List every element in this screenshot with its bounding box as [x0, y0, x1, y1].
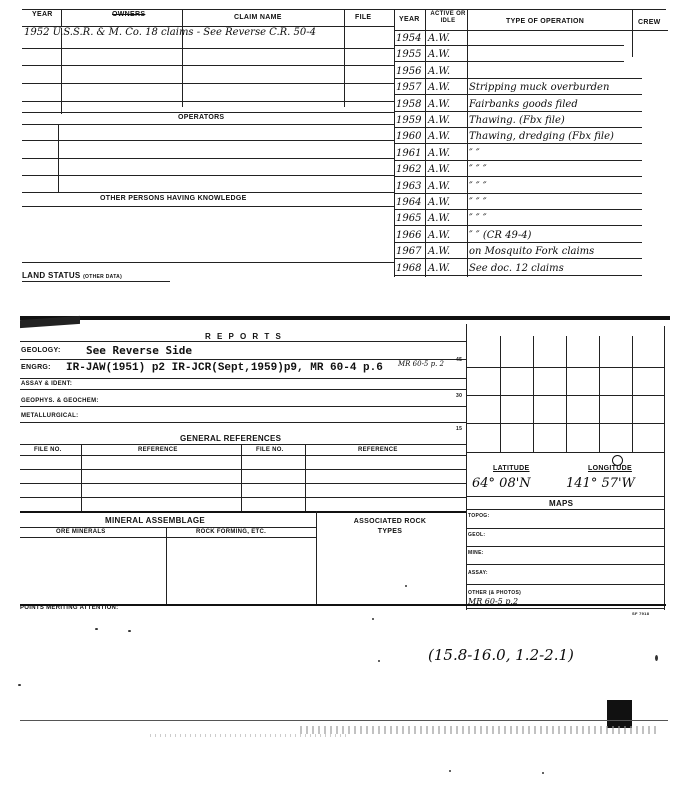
activity-row-line [394, 45, 624, 46]
mine-label: MINE: [468, 550, 484, 556]
activity-row-line [394, 127, 642, 128]
margin-num-15: 15 [456, 426, 463, 432]
speck [128, 630, 131, 632]
engrg-value: IR-JAW(1951) p2 IR-JCR(Sept,1959)p9, MR 60-4 p.6 [66, 362, 383, 374]
header-divider-right [394, 30, 668, 31]
engrg-note: MR 60-5 p. 2 [398, 360, 444, 368]
general-refs-title: GENERAL REFERENCES [180, 434, 282, 443]
longitude-value: 141° 57'W [566, 476, 635, 491]
activity-operation: Fairbanks goods filed [469, 99, 578, 110]
row-line [22, 101, 394, 102]
row-line [466, 564, 664, 565]
grid-h [466, 395, 664, 396]
row-line [20, 378, 466, 379]
row-line [22, 175, 394, 176]
operators-label: OPERATORS [178, 114, 225, 121]
activity-row-line [394, 193, 642, 194]
activity-operation: ″ ″ ″ [469, 181, 487, 192]
activity-year: 1960 [396, 131, 422, 142]
activity-status: A.W. [428, 66, 451, 77]
row-line [22, 112, 394, 113]
row-line [20, 511, 466, 513]
grid-v [533, 336, 534, 452]
row-line [22, 158, 394, 159]
land-status-sub: (OTHER DATA) [83, 274, 123, 280]
activity-year: 1955 [396, 49, 422, 60]
activity-row-line [394, 111, 642, 112]
scan-noise-band-2 [150, 734, 350, 737]
row-line [20, 537, 316, 538]
activity-year: 1958 [396, 99, 422, 110]
activity-status: A.W. [428, 148, 451, 159]
margin-num-30: 30 [456, 393, 463, 399]
activity-operation: ″ ″ ″ [469, 164, 487, 175]
other-photos-value: MR 60-5 p.2 [468, 597, 519, 606]
row-line [20, 497, 466, 498]
latitude-value: 64° 08'N [472, 476, 531, 491]
row-line [466, 608, 664, 609]
row-line [466, 528, 664, 529]
row-line [22, 65, 394, 66]
row-line [20, 469, 466, 470]
activity-status: A.W. [428, 181, 451, 192]
row-line [22, 262, 394, 263]
activity-row-line [394, 258, 642, 259]
activity-status: A.W. [428, 230, 451, 241]
mineral-title: MINERAL ASSEMBLAGE [105, 516, 206, 525]
col-reference: REFERENCE [138, 447, 178, 453]
activity-operation: ″ ″ [469, 148, 480, 159]
activity-status: A.W. [428, 131, 451, 142]
grid-v [500, 336, 501, 452]
reports-title: R E P O R T S [205, 332, 283, 341]
activity-year: 1966 [396, 230, 422, 241]
activity-status: A.W. [428, 263, 451, 274]
activity-status: A.W. [428, 213, 451, 224]
row-line [20, 444, 466, 445]
grid-v [599, 336, 600, 452]
assay-label: ASSAY & IDENT: [21, 381, 73, 387]
activity-row-line [394, 61, 624, 62]
other-persons-label: OTHER PERSONS HAVING KNOWLEDGE [100, 195, 247, 202]
header-year-2: YEAR [399, 16, 420, 23]
row-line [466, 584, 664, 585]
activity-row-line [394, 94, 642, 95]
activity-year: 1967 [396, 246, 422, 257]
grid-h [466, 452, 664, 453]
header-year: YEAR [32, 11, 53, 18]
header-claim-name: CLAIM NAME [234, 14, 282, 21]
v-mineral [316, 511, 317, 605]
speck [18, 684, 21, 686]
grid-v-right [664, 326, 665, 610]
activity-operation: on Mosquito Fork claims [469, 246, 595, 257]
header-crew: CREW [638, 19, 661, 26]
latitude-label: LATITUDE [493, 465, 530, 472]
handwritten-coords: (15.8-16.0, 1.2-2.1) [428, 646, 574, 664]
v-crew [632, 9, 633, 57]
header-active-idle: ACTIVE OR IDLE [430, 11, 466, 24]
geology-value: See Reverse Side [86, 344, 192, 357]
assoc-rock-title: ASSOCIATED ROCK TYPES [353, 518, 427, 535]
speck [405, 585, 407, 587]
activity-status: A.W. [428, 33, 451, 44]
activity-operation: ″ ″ (CR 49-4) [469, 230, 532, 241]
row-line [22, 124, 394, 125]
row-line [466, 546, 664, 547]
owner-entry: 1952 U.S.S.R. & M. Co. 18 claims - See Reverse C.R. 50-4 [24, 27, 317, 38]
speck [372, 618, 374, 620]
row-line [20, 422, 466, 423]
activity-status: A.W. [428, 197, 451, 208]
ore-minerals-label: ORE MINERALS [56, 529, 106, 535]
speck [542, 772, 544, 774]
land-status-label [22, 271, 122, 280]
activity-year: 1954 [396, 33, 422, 44]
speck [655, 655, 658, 661]
land-status-text: LAND STATUS [22, 271, 81, 280]
activity-row-line [394, 242, 642, 243]
form-number: SF 7918 [632, 611, 650, 616]
grid-h [466, 423, 664, 424]
rock-forming-label: ROCK FORMING, ETC. [196, 529, 267, 535]
row-line [20, 406, 466, 407]
row-line [20, 341, 466, 342]
v-file [344, 9, 345, 107]
speck [449, 770, 451, 772]
activity-year: 1961 [396, 148, 422, 159]
activity-operation: Stripping muck overburden [469, 82, 610, 93]
v-ore [166, 527, 167, 605]
speck [378, 660, 380, 662]
maps-label: MAPS [549, 499, 574, 508]
header-type-operation: TYPE OF OPERATION [506, 18, 585, 25]
grid-v [566, 336, 567, 452]
activity-operation: ″ ″ ″ [469, 213, 487, 224]
activity-year: 1963 [396, 181, 422, 192]
v-owner [182, 9, 183, 107]
geophys-label: GEOPHYS. & GEOCHEM: [21, 398, 99, 404]
activity-year: 1964 [396, 197, 422, 208]
activity-row-line [394, 209, 642, 210]
activity-year: 1956 [396, 66, 422, 77]
activity-year: 1968 [396, 263, 422, 274]
row-line [20, 527, 316, 528]
land-status-underline [22, 281, 170, 282]
assay-map-label: ASSAY: [468, 570, 488, 576]
row-line [22, 206, 394, 207]
activity-status: A.W. [428, 246, 451, 257]
activity-year: 1965 [396, 213, 422, 224]
activity-row-line [394, 225, 642, 226]
activity-status: A.W. [428, 82, 451, 93]
activity-operation: Thawing, dredging (Fbx file) [469, 131, 614, 142]
row-line [20, 455, 466, 456]
margin-num-45: 45 [456, 357, 463, 363]
activity-year: 1962 [396, 164, 422, 175]
activity-status: A.W. [428, 49, 451, 60]
activity-row-line [394, 78, 642, 79]
activity-year: 1957 [396, 82, 422, 93]
geology-label: GEOLOGY: [21, 347, 61, 354]
col-reference-2: REFERENCE [358, 447, 398, 453]
metall-label: METALLURGICAL: [21, 413, 79, 419]
col-file-no-2: FILE NO. [256, 447, 284, 453]
row-line [20, 483, 466, 484]
row-line [22, 83, 394, 84]
longitude-label: LONGITUDE [588, 465, 632, 472]
header-owners: OWNERS [112, 11, 146, 18]
registration-mark [607, 700, 632, 728]
activity-row-line [394, 160, 642, 161]
activity-operation: See doc. 12 claims [469, 263, 564, 274]
activity-status: A.W. [428, 99, 451, 110]
scan-noise-band [300, 726, 660, 734]
points-label: POINTS MERITING ATTENTION: [20, 605, 119, 611]
header-file: FILE [355, 14, 372, 21]
row-line [22, 48, 394, 49]
activity-row-line [394, 176, 642, 177]
v-year [61, 9, 62, 27]
row-line [20, 389, 466, 390]
bottom-line [20, 720, 668, 721]
speck [95, 628, 98, 630]
col-file-no: FILE NO. [34, 447, 62, 453]
activity-status: A.W. [428, 115, 451, 126]
other-photos-label: OTHER (& PHOTOS) [468, 590, 522, 596]
activity-operation: ″ ″ ″ [469, 197, 487, 208]
activity-status: A.W. [428, 164, 451, 175]
row-line [22, 140, 394, 141]
geol-label: GEOL: [468, 532, 486, 538]
row-line [466, 496, 664, 497]
activity-row-line [394, 143, 642, 144]
engrg-label: ENGRG: [21, 364, 51, 371]
reports-top-bar [20, 316, 670, 320]
row-line [22, 192, 394, 193]
grid-v [632, 336, 633, 452]
activity-year: 1959 [396, 115, 422, 126]
row-line [466, 509, 664, 510]
activity-operation: Thawing. (Fbx file) [469, 115, 565, 126]
topog-label: TOPOG: [468, 513, 490, 519]
grid-h [466, 367, 664, 368]
activity-row-line [394, 275, 642, 276]
